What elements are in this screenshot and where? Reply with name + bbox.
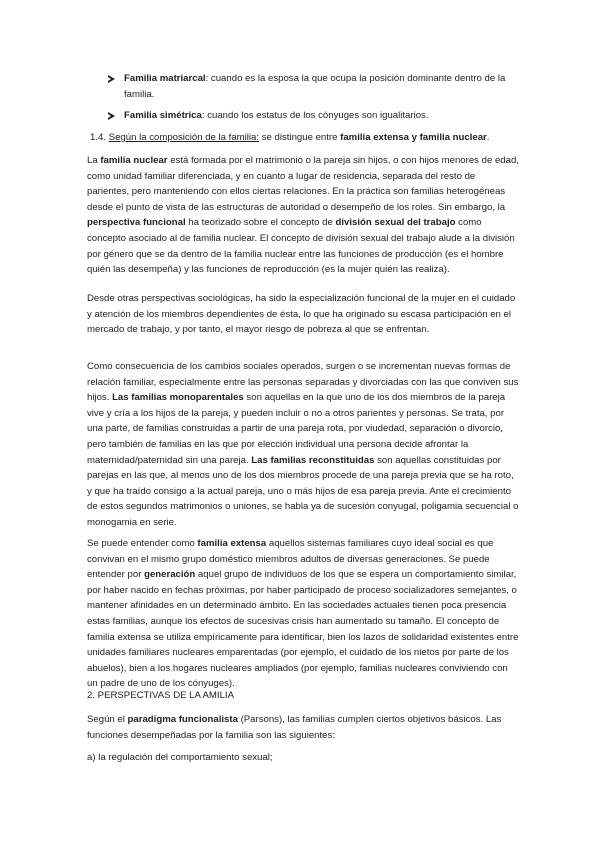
bold-run: familia nuclear: [100, 155, 168, 166]
paragraph-nuevas-formas: [87, 359, 519, 531]
paragraph-familia-nuclear: [87, 153, 519, 278]
list-item-a: a) la regulación del comportamiento sexual;: [87, 752, 273, 763]
bold-run: generación: [144, 569, 196, 581]
bold-run: paradigma funcionalista: [127, 714, 238, 725]
paragraph-perspectivas: Desde otras perspectivas sociológicas, ha sido la especialización funcional de la mujer en el cuidado y atención de los miembros dependientes de ésta, lo que ha originado su escasa participación en el mercado de trabajo, y por tanto, el mayor riesgo de pobreza al que se enfrentan.: [87, 293, 516, 336]
section-end: .: [486, 132, 490, 143]
bold-run: familia extensa: [197, 538, 267, 549]
section-text: se distingue entre: [259, 132, 341, 143]
text-run: está formada por el matrimonio o la pareja sin hijos, o con hijos menores de edad, como unidad familiar diferenciada, y en cuanto a lugar de residencia, separada del resto de parientes, pero manteniendo con ellos ciertas relaciones. En la práctica son familias heterogéneas desde el punto de vista de las estructuras de autoridad o desempeño de los roles. Sin embargo, la: [87, 155, 519, 213]
term-familia-extensa: familia extensa: [340, 132, 409, 143]
text-run: Se puede entender como: [87, 538, 198, 549]
section-title: Según la composición de la familia:: [108, 132, 260, 143]
section-number: 1.4.: [90, 132, 109, 143]
text-run: aquel grupo de individuos de los que se espera un comportamiento similar, por haber nacido en fechas próximas, por haber participado de proceso socializadores semejantes, o mantener afinidades en un determinado ámbito. En las sociedades actuales tienen poca presencia estas familias, aunque los efectos de sucesivas crisis han aumentado su tamaño. El concepto de familia extensa se utiliza empíricamente para identificar, bien los lazos de solidaridad existentes entre unidades familiares nucleares emparentadas (por ejemplo, el cuidado de los nietos por parte de los abuelos), bien a los hogares nucleares ampliados (por ejemplo, familias nucleares conviviendo con un padre de uno de los cónyuges).: [87, 569, 519, 690]
text-run: son aquellas constituidas por parejas en las que, al menos uno de los dos miembros procede de una pareja previa que se ha roto, y que ha traído consigo a la actual pareja, uno o más hijos de esa pareja previa. Ante el crecimiento de estos segundos matrimonios o uniones, se habla ya de sucesión conyugal, poligamia secuencial o monogamia en serie.: [87, 454, 519, 528]
paragraph-familia-extensa: [87, 536, 519, 692]
section-heading-2: 2. PERSPECTIVAS DE LA AMILIA: [87, 690, 234, 701]
bullet-text: [124, 108, 520, 124]
arrow-bullet-icon: [108, 112, 115, 120]
bold-run: división sexual del trabajo: [335, 217, 456, 229]
bold-run: Las familias monoparentales: [112, 392, 244, 404]
text-run: son aquellas en la que uno de los dos miembros de la pareja vive y cría a los hijos de la pareja, y pueden incluir o no a otros parientes y personas. Se trata, por una parte, de familias construidas a partir de una pareja rota, por viudedad, separación o divorcio, pero también de familias en las que por elección individual una persona decide afrontar la maternidad/paternidad sin una pareja.: [87, 392, 506, 466]
section-heading-1-4: [90, 130, 522, 146]
bold-run: Las familias reconstituidas: [251, 454, 375, 466]
term-familia-nuclear: familia nuclear: [419, 132, 487, 143]
text-run: ha teorizado sobre el concepto de: [185, 217, 336, 229]
term-connector: y: [408, 132, 420, 143]
text-run: (Parsons), las familias cumplen ciertos objetivos básicos. Las funciones desempeñadas por la familia son las siguientes:: [87, 714, 502, 741]
bullet-text: [124, 71, 520, 102]
arrow-bullet-icon: [108, 75, 115, 83]
bullet-term: Familia simétrica: [124, 110, 202, 121]
text-run: Según el: [87, 714, 128, 725]
text-run: aquellos sistemas familiares cuyo ideal social es que convivan en el mismo grupo doméstico miembros adultos de diversas generaciones. Se puede entender por: [87, 538, 494, 581]
bold-run: perspectiva funcional: [87, 217, 186, 229]
text-run: como concepto asociado al de familia nuclear. El concepto de división sexual del trabajo alude a la división por género que se da dentro de la familia nuclear entre las funciones de producción (es el hombre quién las desempeña) y las funciones de reproducción (es la mujer quién las realiza).: [87, 217, 515, 276]
text-run: Como consecuencia de los cambios sociales operados, surgen o se incrementan nuevas formas de relación familiar, especialmente entre las personas separadas y divorciadas con las que conviven sus hijos.: [87, 361, 519, 404]
bullet-item-matriarcal: [108, 71, 520, 102]
bullet-item-simetrica: [108, 108, 520, 124]
paragraph-funcionalista: [87, 712, 519, 743]
bullet-definition: : cuando los estatus de los cónyuges son igualitarios.: [201, 110, 429, 121]
text-run: La: [87, 155, 101, 166]
bullet-definition: : cuando es la esposa la que ocupa la posición dominante dentro de la familia.: [124, 73, 506, 100]
bullet-term: Familia matriarcal: [124, 73, 206, 84]
